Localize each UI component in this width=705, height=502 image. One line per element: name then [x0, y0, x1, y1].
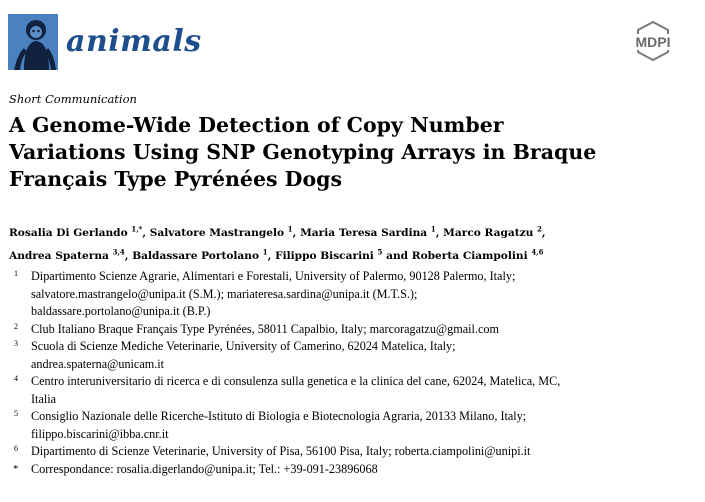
- affiliations: [9, 268, 699, 478]
- mdpi-logo[interactable]: [614, 20, 692, 64]
- affiliation-number: 3: [14, 339, 18, 348]
- publisher-name: MDPI: [635, 34, 671, 50]
- title-line: Français Type Pyrénées Dogs: [9, 167, 343, 191]
- article-title: [9, 112, 689, 193]
- journal-header: [8, 8, 698, 72]
- silhouette-animal-icon: [8, 14, 58, 70]
- affiliation-number: 6: [14, 444, 18, 453]
- affiliation-line: Dipartimento di Scienze Veterinarie, University of Pisa, 56100 Pisa, Italy; roberta.ciampolini@unipi.it: [31, 444, 531, 458]
- affiliation-line: filippo.biscarini@ibba.cnr.it: [31, 426, 169, 441]
- affiliation-line: Scuola di Scienze Mediche Veterinarie, University of Camerino, 62024 Matelica, Italy;: [31, 339, 456, 353]
- mdpi-hexagon-icon: [614, 20, 692, 64]
- affiliation-item: [9, 373, 699, 408]
- affiliation-item: [9, 443, 699, 461]
- author[interactable]: Andrea Spaterna $^{3,4}$,: [9, 247, 129, 263]
- author-line-1: [9, 219, 699, 243]
- affiliation-item: [9, 268, 699, 321]
- affiliation-line: salvatore.mastrangelo@unipa.it (S.M.); mariateresa.sardina@unipa.it (M.T.S.);: [31, 286, 418, 301]
- affiliation-line: Dipartimento Scienze Agrarie, Alimentari e Forestali, University of Palermo, 90128 Palermo, Italy;: [31, 269, 516, 283]
- affiliation-line: Club Italiano Braque Français Type Pyrénées, 58011 Capalbio, Italy; marcoragatzu@gmail.com: [31, 321, 499, 336]
- affiliation-number: 1: [14, 269, 18, 278]
- affiliation-line: Consiglio Nazionale delle Ricerche-Istituto di Biologia e Biotecnologia Agraria, 20133 Milano, Italy;: [31, 409, 527, 423]
- journal-logo: [8, 14, 58, 70]
- affiliation-item: [9, 321, 699, 339]
- affiliation-number: 4: [14, 374, 18, 383]
- author[interactable]: Maria Teresa Sardina $^1$,: [300, 224, 440, 239]
- affiliation-item: [9, 338, 699, 373]
- article-type: Short Communication: [9, 92, 137, 106]
- affiliation-line: andrea.spaterna@unicam.it: [31, 356, 165, 371]
- author[interactable]: Rosalia Di Gerlando $^{1,*}$,: [9, 224, 147, 239]
- affiliation-line: baldassare.portolano@unipa.it (B.P.): [31, 304, 211, 318]
- author[interactable]: Marco Ragatzu $^2$,: [443, 224, 546, 239]
- correspondence-item: [9, 461, 699, 479]
- author[interactable]: Roberta Ciampolini $^{4,6}$: [411, 247, 544, 263]
- journal-name[interactable]: animals: [66, 24, 202, 59]
- affiliation-line: Centro interuniversitario di ricerca e di consulenza sulla genetica e la clinica del cane, 62024, Matelica, MC,: [31, 374, 561, 388]
- title-line: Variations Using SNP Genotyping Arrays in Braque: [9, 140, 597, 164]
- correspondence-asterisk: *: [13, 462, 19, 475]
- affiliation-number: 5: [14, 409, 18, 418]
- affiliation-line: Italia: [31, 391, 57, 406]
- author[interactable]: Salvatore Mastrangelo $^1$,: [149, 224, 297, 239]
- title-line: A Genome-Wide Detection of Copy Number: [9, 113, 504, 137]
- author-line-2: [9, 243, 699, 267]
- correspondence-line: Correspondance: rosalia.digerlando@unipa.it; Tel.: +39-091-23896068: [31, 461, 378, 476]
- author[interactable]: Baldassare Portolano $^1$,: [132, 247, 272, 263]
- author[interactable]: Filippo Biscarini $^5$ and: [275, 247, 409, 263]
- affiliation-item: [9, 408, 699, 443]
- affiliation-number: 2: [14, 321, 18, 331]
- author-list: [9, 219, 699, 266]
